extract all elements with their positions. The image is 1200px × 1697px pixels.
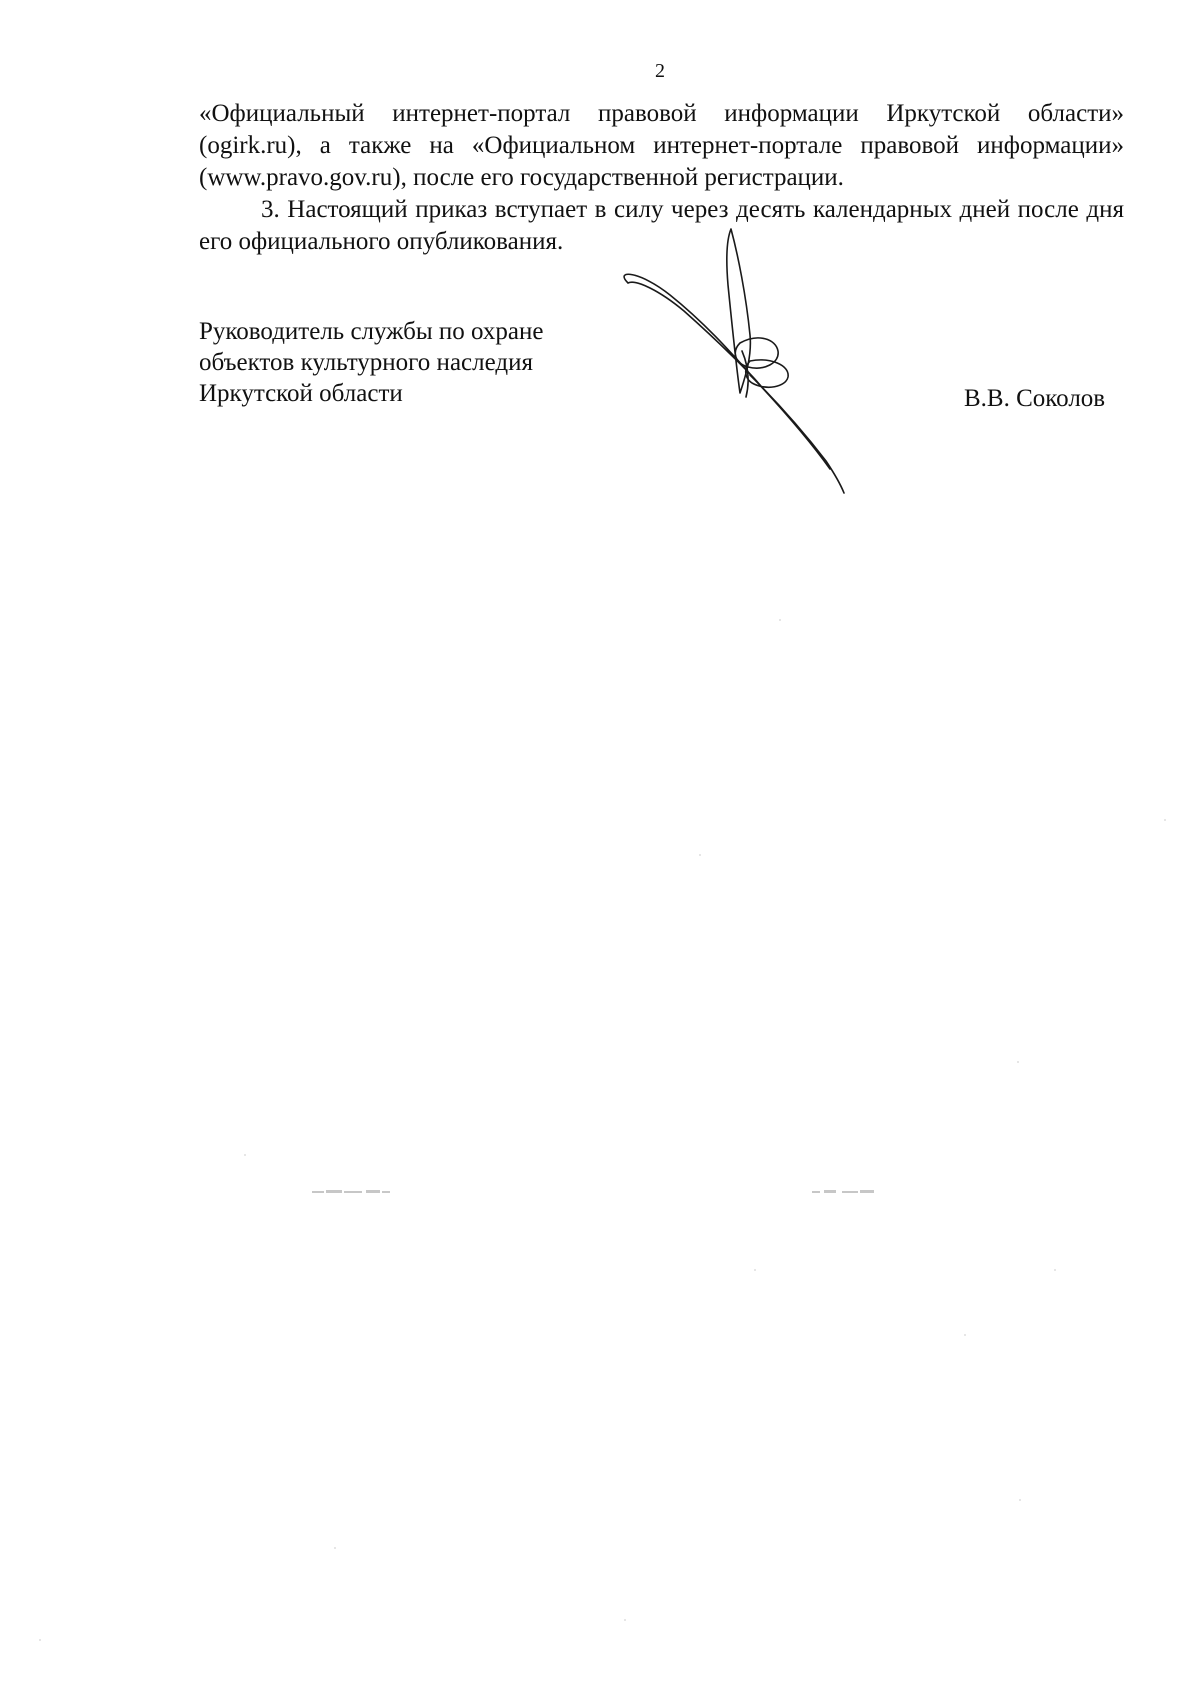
signer-position-line: Руководитель службы по охране bbox=[199, 318, 544, 345]
page-number: 2 bbox=[655, 60, 665, 82]
paragraph-effective-date: 3. Настоящий приказ вступает в силу через десять календарных дней после дня его официального опубликования. bbox=[199, 196, 1124, 255]
handwritten-signature-icon bbox=[600, 225, 880, 510]
signer-position bbox=[199, 316, 543, 409]
signer-name: В.В. Соколов bbox=[964, 385, 1106, 412]
paragraph-publication: «Официальный интернет-портал правовой информации Иркутской области» (ogirk.ru), а также на «Официальном интернет-портале правовой информации» (www.pravo.gov.ru), после его государственной регистрации. bbox=[199, 100, 1124, 191]
signer-position-line: объектов культурного наследия bbox=[199, 349, 533, 376]
signer-position-line: Иркутской области bbox=[199, 380, 403, 407]
